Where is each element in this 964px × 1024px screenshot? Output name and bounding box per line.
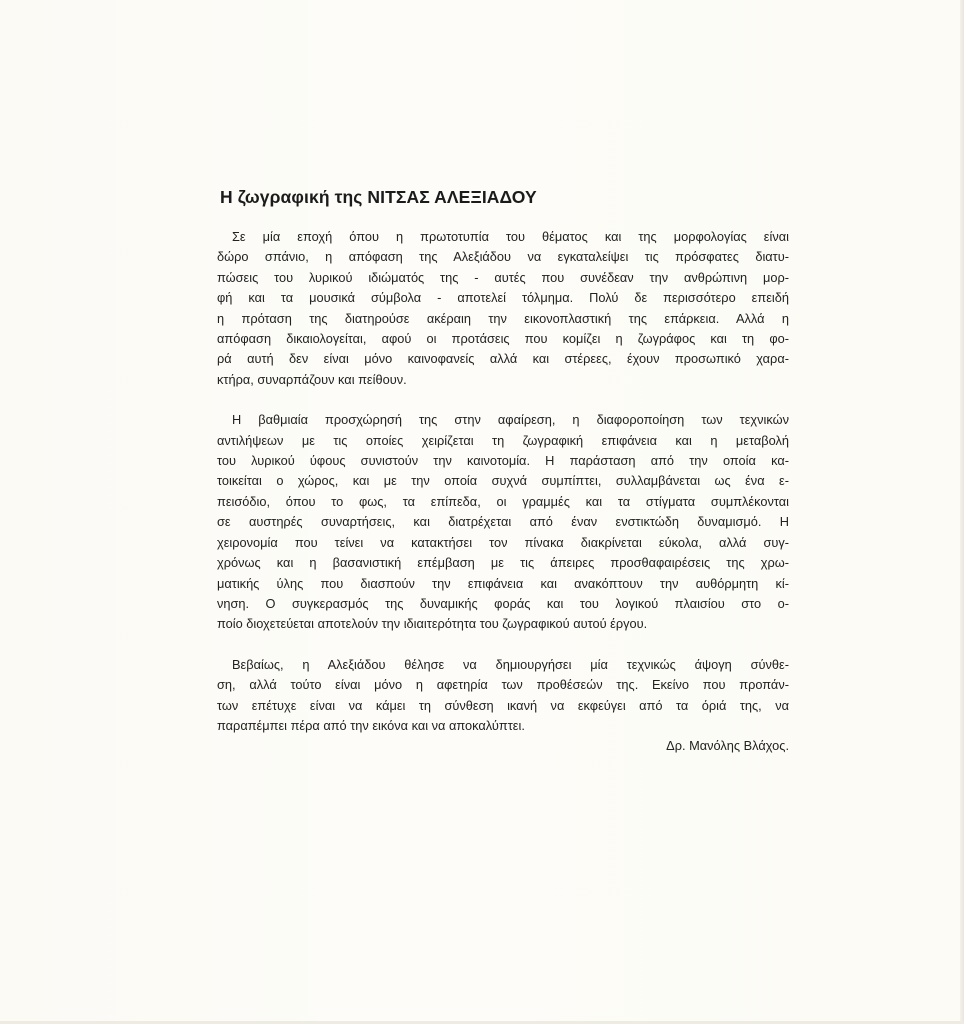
text-line: φή και τα μουσικά σύμβολα - αποτελεί τόλμημα. Πολύ δε περισσότερο επειδή [217,290,789,306]
text-line: απόφαση δικαιολογείται, αφού οι προτάσεις που κομίζει η ζωγράφος και τη φο- [217,331,789,347]
text-line: πεισόδιο, όπου το φως, τα επίπεδα, οι γραμμές και τα στίγματα συμπλέκονται [217,493,789,509]
text-line: δώρο σπάνιο, η απόφαση της Αλεξιάδου να εγκαταλείψει τις πρόσφατες διατυ- [217,249,789,265]
text-line: σε αυστηρές συναρτήσεις, και διατρέχεται από έναν ενστικτώδη δυναμισμό. Η [217,514,789,530]
text-line: χρόνως και η βασανιστική επέμβαση με τις άπειρες προσθαφαιρέσεις της χρω- [217,555,789,571]
author-signature: Δρ. Μανόλης Βλάχος. [666,738,789,754]
page-edge-right [960,0,964,1024]
text-line: του λυρικού ύφους συνιστούν την καινοτομία. Η παράσταση από την οποία κα- [217,453,789,469]
text-line: των επέτυχε είναι να κάμει τη σύνθεση ικανή να εκφεύγει από τα όριά της, να [217,697,789,713]
text-line: Βεβαίως, η Αλεξιάδου θέλησε να δημιουργήσει μία τεχνικώς άψογη σύνθε- [232,656,789,672]
paragraph-1 [217,227,789,390]
text-line: ση, αλλά τούτο είναι μόνο η αφετηρία των προθέσεών της. Εκείνο που προπάν- [217,677,789,693]
text-line: αντιλήψεων με τις οποίες χειρίζεται τη ζωγραφική επιφάνεια και η μεταβολή [217,432,789,448]
article-title: Η ζωγραφική της ΝΙΤΣΑΣ ΑΛΕΞΙΑΔΟΥ [220,187,537,207]
paragraph-2 [217,410,789,634]
text-line: κτήρα, συναρπάζουν και πείθουν. [217,371,407,387]
text-line: Η βαθμιαία προσχώρησή της στην αφαίρεση, η διαφοροποίηση των τεχνικών [232,412,789,428]
text-line: η πρόταση της διατηρούσε ακέραιη την εικονοπλαστική της επάρκεια. Αλλά η [217,310,789,326]
text-line: παραπέμπει πέρα από την εικόνα και να αποκαλύπτει. [217,717,525,733]
text-line: Σε μία εποχή όπου η πρωτοτυπία του θέματος και της μορφολογίας είναι [232,229,789,244]
text-line: ποίο διοχετεύεται αποτελούν την ιδιαιτερότητα του ζωγραφικού αυτού έργου. [217,616,648,632]
text-line: ρά αυτή δεν είναι μόνο καινοφανείς αλλά και στέρεες, έχουν προσωπικό χαρα- [217,351,789,367]
text-line: χειρονομία που τείνει να κατακτήσει τον πίνακα διακρίνεται εύκολα, αλλά συγ- [217,534,789,550]
text-line: πώσεις του λυρικού ιδιώματός της - αυτές που συνέδεαν την ανθρώπινη μορ- [217,269,789,285]
text-line: τοικείται ο χώρος, και με την οποία συχνά συμπίπτει, συλλαμβάνεται ως ένα ε- [217,473,789,489]
text-line: ματικής ύλης που διασπούν την επιφάνεια και ανακόπτουν την αυθόρμητη κί- [217,575,789,591]
paragraph-3 [217,655,789,737]
text-line: νηση. Ο συγκερασμός της δυναμικής φοράς και του λογικού πλαισίου στο ο- [217,595,789,611]
article [217,186,789,757]
